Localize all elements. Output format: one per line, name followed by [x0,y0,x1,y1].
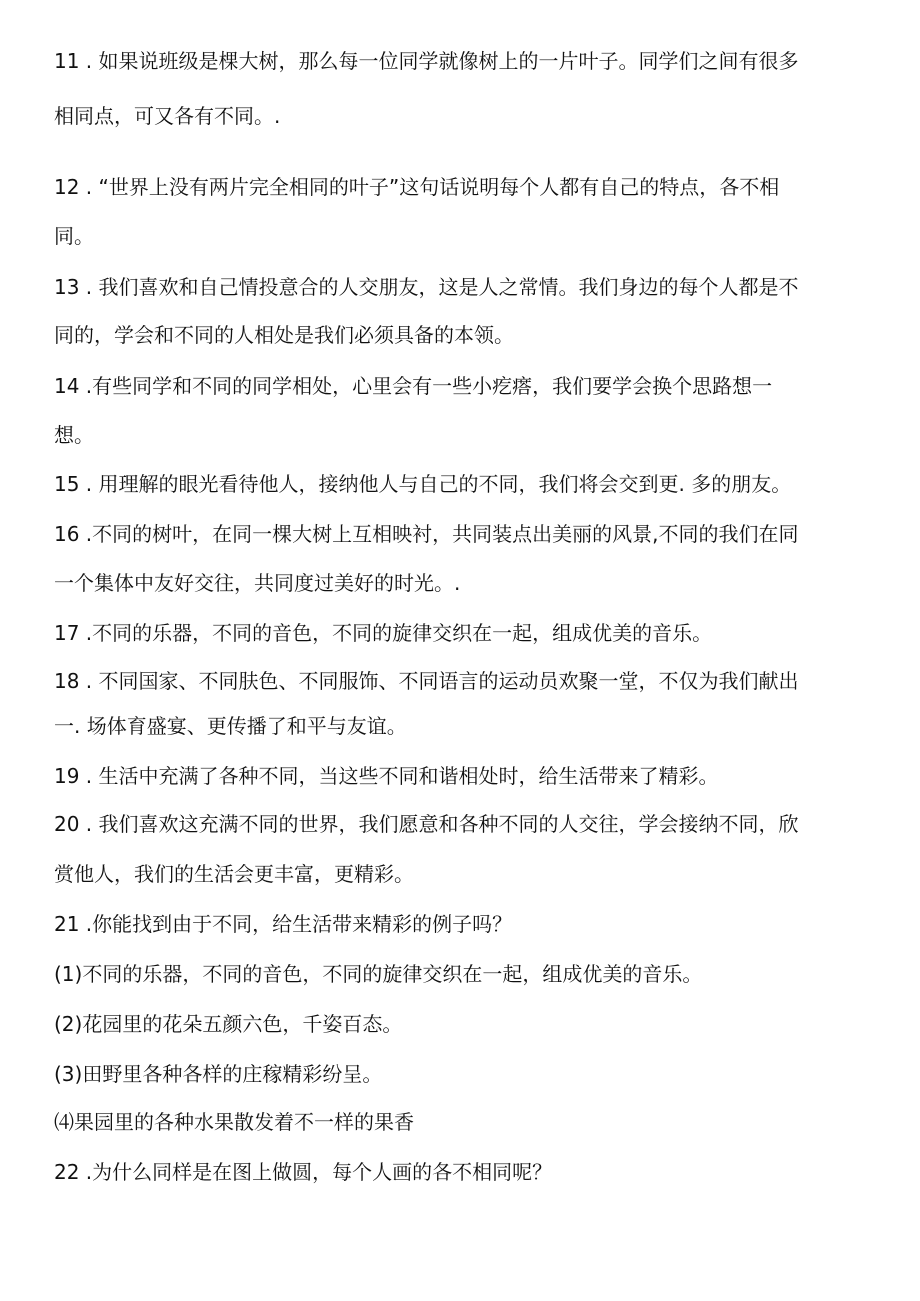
text-line: 相同点，可又各有不同。. [54,104,281,128]
text-line: 22 .为什么同样是在图上做圆，每个人画的各不相同呢？ [54,1160,553,1184]
text-line: 19 . 生活中充满了各种不同，当这些不同和谐相处时，给生活带来了精彩。 [54,764,719,788]
text-line: 16 .不同的树叶，在同一棵大树上互相映衬，共同装点出美丽的风景,不同的我们在同 [54,522,799,546]
text-line: 一个集体中友好交往，共同度过美好的时光。. [54,571,461,595]
text-line: 18 . 不同国家、不同肤色、不同服饰、不同语言的运动员欢聚一堂，不仅为我们献出 [54,669,799,693]
text-line: 12 . “世界上没有两片完全相同的叶子”这句话说明每个人都有自己的特点，各不相 [54,175,780,199]
text-line: 14 .有些同学和不同的同学相处，心里会有一些小疙瘩，我们要学会换个思路想一 [54,374,773,398]
text-line: 17 .不同的乐器，不同的音色，不同的旋律交织在一起，组成优美的音乐。 [54,621,713,645]
text-line: (3)田野里各种各样的庄稼精彩纷呈。 [54,1062,383,1086]
text-line: 同。 [54,224,94,248]
text-line: 想。 [54,423,94,447]
text-line: 20 . 我们喜欢这充满不同的世界，我们愿意和各种不同的人交往，学会接纳不同，欣 [54,812,799,836]
text-line: (1)不同的乐器，不同的音色，不同的旋律交织在一起，组成优美的音乐。 [54,962,703,986]
text-line: 13 . 我们喜欢和自己情投意合的人交朋友，这是人之常情。我们身边的每个人都是不 [54,275,799,299]
text-line: 11 . 如果说班级是棵大树，那么每一位同学就像树上的一片叶子。同学们之间有很多 [54,49,799,73]
text-line: (2)花园里的花朵五颜六色，千姿百态。 [54,1012,403,1036]
text-line: 同的，学会和不同的人相处是我们必须具备的本领。 [54,323,514,347]
text-line: 一. 场体育盛宴、更传播了和平与友谊。 [54,714,407,738]
text-line: 赏他人，我们的生活会更丰富，更精彩。 [54,862,414,886]
text-line: 15 . 用理解的眼光看待他人，接纳他人与自己的不同，我们将会交到更. 多的朋友。 [54,472,792,496]
text-line: ⑷果园里的各种水果散发着不一样的果香 [54,1110,414,1134]
text-line: 21 .你能找到由于不同，给生活带来精彩的例子吗？ [54,912,513,936]
